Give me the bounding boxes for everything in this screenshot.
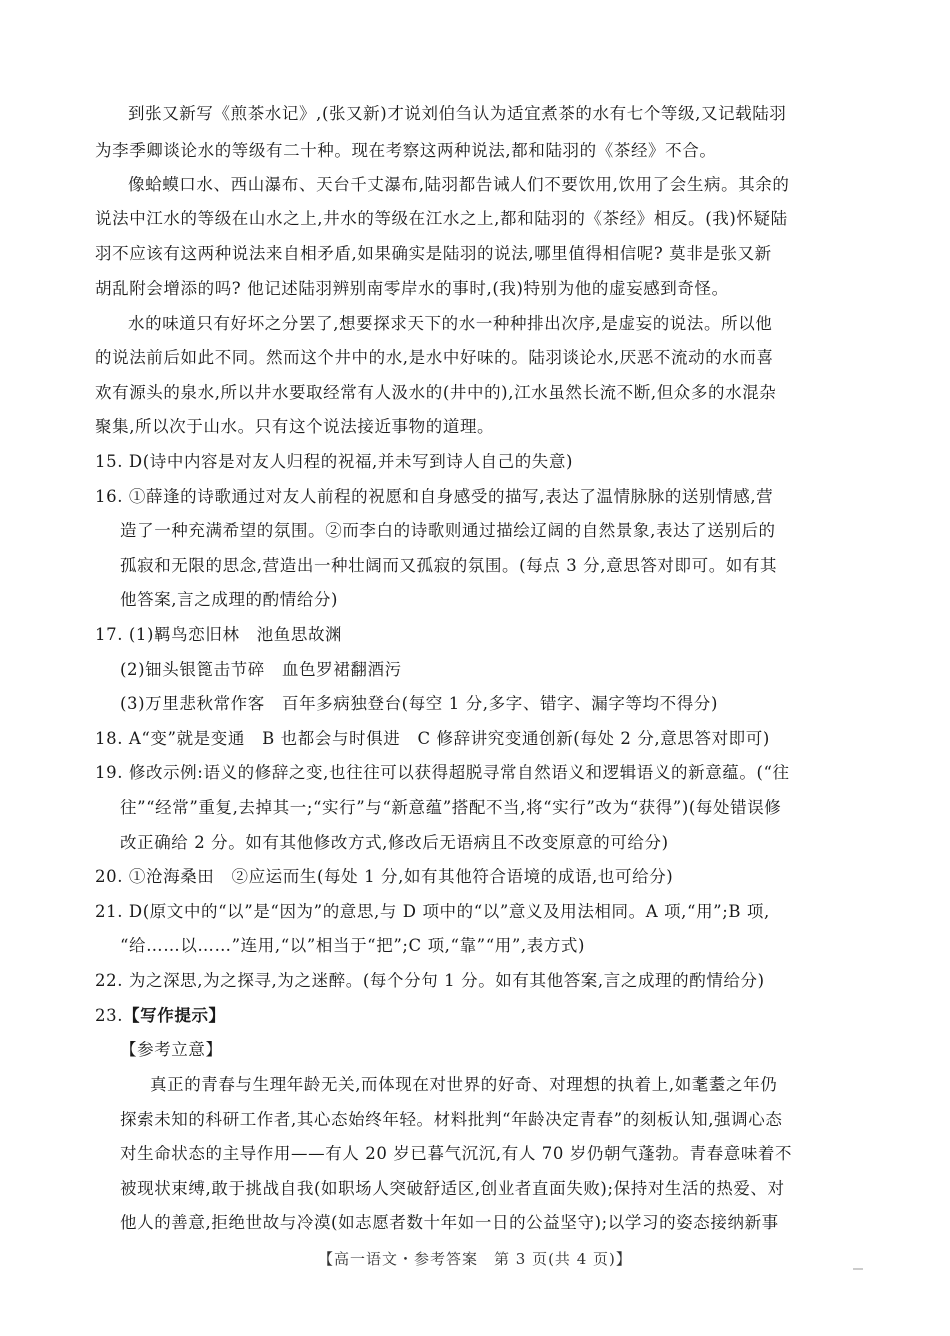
answer-17-line: (2)钿头银篦击节碎 血色罗裙翻酒污 <box>120 660 402 679</box>
answer-15: 15. D(诗中内容是对友人归程的祝福,并未写到诗人自己的失意) <box>95 452 574 471</box>
paragraph-line: 羽不应该有这两种说法来自相矛盾,如果确实是陆羽的说法,哪里值得相信呢? 莫非是张又新 <box>95 244 772 263</box>
paragraph-line: 说法中江水的等级在山水之上,井水的等级在江水之上,都和陆羽的《茶经》相反。(我)怀疑陆 <box>95 209 788 228</box>
answer-22: 22. 为之深思,为之探寻,为之迷醉。(每个分句 1 分。如有其他答案,言之成理的酌情给分) <box>95 971 765 990</box>
answer-20: 20. ①沧海桑田 ②应运而生(每处 1 分,如有其他符合语境的成语,也可给分) <box>95 867 674 886</box>
answer-23-line: 真正的青春与生理年龄无关,而体现在对世界的好奇、对理想的执着上,如耄耋之年仍 <box>150 1075 778 1094</box>
paragraph-line: 欢有源头的泉水,所以井水要取经常有人汲水的(井中的),江水虽然长流不断,但众多的水混杂 <box>95 383 777 402</box>
answer-19-line: 改正确给 2 分。如有其他修改方式,修改后无语病且不改变原意的可给分) <box>120 833 669 852</box>
answer-23-line: 他人的善意,拒绝世故与冷漠(如志愿者数十年如一日的公益坚守);以学习的姿态接纳新事 <box>120 1213 779 1232</box>
answer-21-line: 21. D(原文中的“以”是“因为”的意思,与 D 项中的“以”意义及用法相同。A 项,“用”;B 项, <box>95 902 770 921</box>
answer-23-line: 被现状束缚,敢于挑战自我(如职场人突破舒适区,创业者直面失败);保持对生活的热爱、对 <box>120 1179 785 1198</box>
answer-16-line: 造了一种充满希望的氛围。②而李白的诗歌则通过描绘辽阔的自然景象,表达了送别后的 <box>120 521 776 540</box>
paragraph-line: 聚集,所以次于山水。只有这个说法接近事物的道理。 <box>95 417 495 436</box>
answer-16-line: 他答案,言之成理的酌情给分) <box>120 590 339 609</box>
answer-18: 18. A“变”就是变通 B 也都会与时俱进 C 修辞讲究变通创新(每处 2 分,意思答对即可) <box>95 729 770 748</box>
paragraph-line: 为李季卿谈论水的等级有二十种。现在考察这两种说法,都和陆羽的《茶经》不合。 <box>95 141 717 160</box>
scan-mark <box>853 1268 863 1270</box>
answer-23-line: 对生命状态的主导作用——有人 20 岁已暮气沉沉,有人 70 岁仍朝气蓬勃。青春意味着不 <box>120 1144 793 1163</box>
answer-17-line: 17. (1)羁鸟恋旧林 池鱼思故渊 <box>95 625 343 644</box>
answer-23-heading-row <box>95 1006 865 1026</box>
answer-16-line: 孤寂和无限的思念,营造出一种壮阔而又孤寂的氛围。(每点 3 分,意思答对即可。如有其 <box>120 556 778 575</box>
page-footer: 【高一语文・参考答案 第 3 页(共 4 页)】 <box>318 1250 632 1268</box>
paragraph-line: 像蛤蟆口水、西山瀑布、天台千丈瀑布,陆羽都告诫人们不要饮用,饮用了会生病。其余的 <box>128 175 790 194</box>
paragraph-line: 胡乱附会增添的吗? 他记述陆羽辨别南零岸水的事时,(我)特别为他的虚妄感到奇怪。 <box>95 279 729 298</box>
answer-23-line: 探索未知的科研工作者,其心态始终年轻。材料批判“年龄决定青春”的刻板认知,强调心态 <box>120 1110 783 1129</box>
answer-17-line: (3)万里悲秋常作客 百年多病独登台(每空 1 分,多字、错字、漏字等均不得分) <box>120 694 718 713</box>
answer-16-line: 16. ①薛逢的诗歌通过对友人前程的祝愿和自身感受的描写,表达了温情脉脉的送别情感,营 <box>95 487 774 506</box>
answer-23-number: 23. <box>95 1006 124 1025</box>
answer-23-subheading: 【参考立意】 <box>120 1040 223 1059</box>
answer-21-line: “给……以……”连用,“以”相当于“把”;C 项,“靠”“用”,表方式) <box>120 936 586 955</box>
paragraph-line: 水的味道只有好坏之分罢了,想要探求天下的水一种种排出次序,是虚妄的说法。所以他 <box>128 314 773 333</box>
paragraph-line: 的说法前后如此不同。然而这个井中的水,是水中好味的。陆羽谈论水,厌恶不流动的水而喜 <box>95 348 774 367</box>
answer-19-line: 往”“经常”重复,去掉其一;“实行”与“新意蕴”搭配不当,将“实行”改为“获得”)(每处错误修 <box>120 798 782 817</box>
answer-23-heading: 【写作提示】 <box>123 1006 226 1025</box>
paragraph-line: 到张又新写《煎茶水记》,(张又新)才说刘伯刍认为适宜煮茶的水有七个等级,又记载陆羽 <box>128 104 787 123</box>
answer-19-line: 19. 修改示例:语义的修辞之变,也往往可以获得超脱寻常自然语义和逻辑语义的新意蕴。(“往 <box>95 763 790 782</box>
